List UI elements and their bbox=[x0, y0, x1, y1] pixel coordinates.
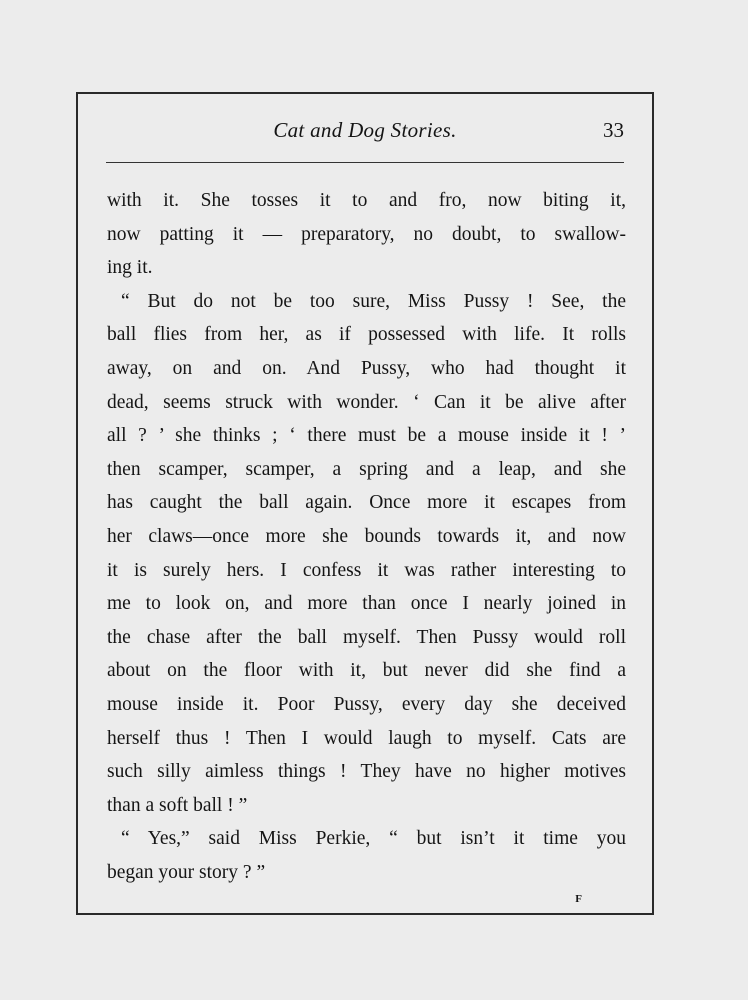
text-line: began your story ? ” bbox=[107, 861, 266, 883]
text-line: herself thus ! Then I would laugh to myself. Cats are bbox=[107, 727, 626, 749]
text-line: now patting it — preparatory, no doubt, to swallow- bbox=[107, 223, 626, 245]
text-line: then scamper, scamper, a spring and a leap, and she bbox=[107, 458, 626, 480]
body-text bbox=[107, 184, 626, 889]
text-line: away, on and on. And Pussy, who had thought it bbox=[107, 357, 626, 379]
text-line: me to look on, and more than once I nearly joined in bbox=[107, 593, 626, 615]
text-line: “ But do not be too sure, Miss Pussy ! See, the bbox=[121, 290, 626, 312]
header-rule bbox=[106, 162, 624, 163]
text-line: her claws—once more she bounds towards it, and now bbox=[107, 525, 626, 547]
text-line: with it. She tosses it to and fro, now biting it, bbox=[107, 190, 626, 211]
text-line: the chase after the ball myself. Then Pussy would roll bbox=[107, 626, 626, 648]
text-line: such silly aimless things ! They have no higher motives bbox=[107, 761, 626, 783]
text-line: mouse inside it. Poor Pussy, every day she deceived bbox=[107, 693, 626, 715]
text-line: about on the floor with it, but never did she find a bbox=[107, 660, 626, 682]
text-line: “ Yes,” said Miss Perkie, “ but isn’t it time you bbox=[121, 828, 626, 850]
page-number: 33 bbox=[603, 118, 624, 142]
text-line: ing it. bbox=[107, 257, 153, 279]
running-title: Cat and Dog Stories. bbox=[273, 118, 457, 142]
page-frame bbox=[76, 92, 654, 915]
signature-mark: F bbox=[575, 893, 582, 905]
text-line: than a soft ball ! ” bbox=[107, 794, 248, 816]
text-line: all ? ’ she thinks ; ‘ there must be a mouse inside it ! ’ bbox=[107, 425, 626, 447]
text-line: ball flies from her, as if possessed with life. It rolls bbox=[107, 324, 626, 346]
text-line: has caught the ball again. Once more it escapes from bbox=[107, 492, 626, 514]
running-head bbox=[78, 118, 652, 148]
text-line: it is surely hers. I confess it was rather interesting to bbox=[107, 559, 626, 581]
text-line: dead, seems struck with wonder. ‘ Can it be alive after bbox=[107, 391, 626, 413]
